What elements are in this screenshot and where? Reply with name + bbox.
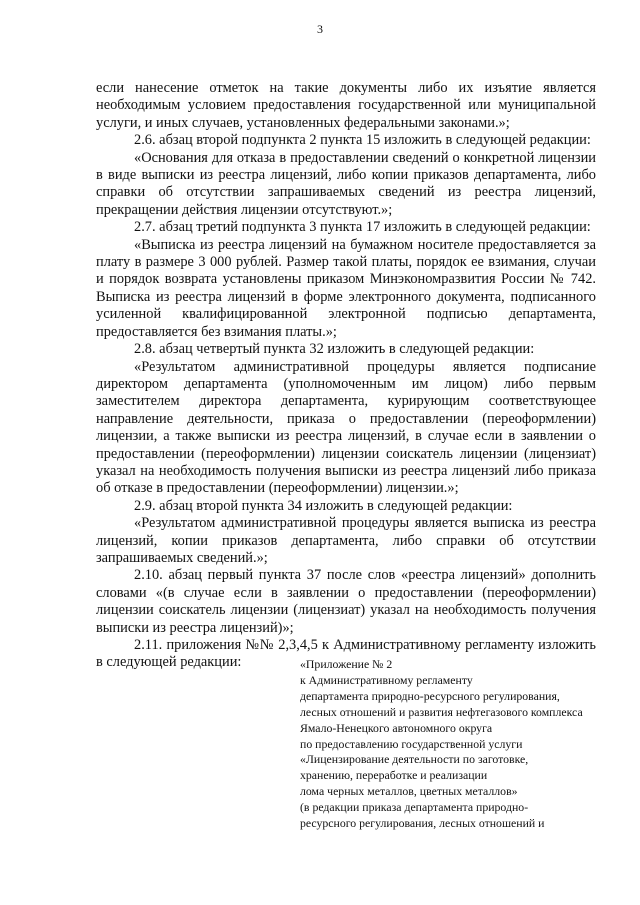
paragraph: 2.11. приложения №№ 2,3,4,5 к Административному регламенту изложить в следующей редакции: [96, 637, 596, 671]
paragraph: «Основания для отказа в предоставлении сведений о конкретной лицензии в виде выписки из реестра лицензий, либо копии приказов департамента, либо справки об отсутствии запрашиваемых сведений из реестра лицензий, прекращении действия лицензии отсутствуют.»; [96, 149, 596, 218]
appendix-line: департамента природно-ресурсного регулирования, [300, 688, 560, 703]
appendix-header [300, 657, 605, 832]
paragraph: «Результатом административной процедуры является выписка из реестра лицензий, копии приказов департамента, либо справки об отсутствии запрашиваемых сведений.»; [96, 515, 596, 566]
paragraph: 2.8. абзац четвертый пункта 32 изложить в следующей редакции: [134, 341, 535, 358]
appendix-line: хранению, переработке и реализации [300, 768, 488, 783]
appendix-line: Ямало-Ненецкого автономного округа [300, 720, 493, 735]
appendix-line: лома черных металлов, цветных металлов» [300, 784, 518, 799]
appendix-line: ресурсного регулирования, лесных отношений и [300, 816, 545, 831]
paragraph: 2.6. абзац второй подпункта 2 пункта 15 изложить в следующей редакции: [134, 132, 591, 149]
paragraph: 2.7. абзац третий подпункта 3 пункта 17 изложить в следующей редакции: [134, 219, 591, 236]
paragraph: 2.9. абзац второй пункта 34 изложить в следующей редакции: [134, 497, 513, 514]
appendix-line: (в редакции приказа департамента природно- [300, 800, 529, 815]
appendix-line: по предоставлению государственной услуги [300, 736, 523, 751]
appendix-line: «Лицензирование деятельности по заготовке, [300, 752, 529, 767]
paragraph: 2.10. абзац первый пункта 37 после слов «реестра лицензий» дополнить словами «(в случае если в заявлении о предоставлении (переоформлении) лицензии соискатель лицензии (лицензиат) указал на необходимость получения выписки из реестра лицензий)»; [96, 567, 596, 636]
document-body [96, 80, 596, 672]
appendix-line: «Приложение № 2 [300, 657, 393, 671]
appendix-line: лесных отношений и развития нефтегазового комплекса [300, 704, 583, 719]
page-number: 3 [317, 22, 323, 36]
paragraph: «Результатом административной процедуры является подписание директором департамента (уполномоченным им лицом) либо первым заместителем директора департамента, курирующим соответствующее направление деятельности, приказа о предоставлении (переоформлении) лицензии, а также выписки из реестра лицензий, в случае если в заявлении о предоставлении (переоформлении) лицензии соискатель лицензии (лицензиат) указал на необходимость получения выписки из реестра лицензий либо приказа об отказе в предоставлении (переоформлении) лицензии.»; [96, 358, 596, 497]
paragraph: если нанесение отметок на такие документы либо их изъятие является необходимым условием предоставления государственной или муниципальной услуги, и иных случаев, установленных федеральными законами.»; [96, 80, 596, 131]
appendix-line: к Административному регламенту [300, 672, 473, 687]
paragraph: «Выписка из реестра лицензий на бумажном носителе предоставляется за плату в размере 3 000 рублей. Размер такой платы, порядок ее взимания, случаи и порядок возврата установлены приказом Минэкономразвития России № 742. Выписка из реестра лицензий в форме электронного документа, подписанного усиленной квалифицированной электронной подписью департамента, предоставляется без взимания платы.»; [96, 236, 596, 340]
